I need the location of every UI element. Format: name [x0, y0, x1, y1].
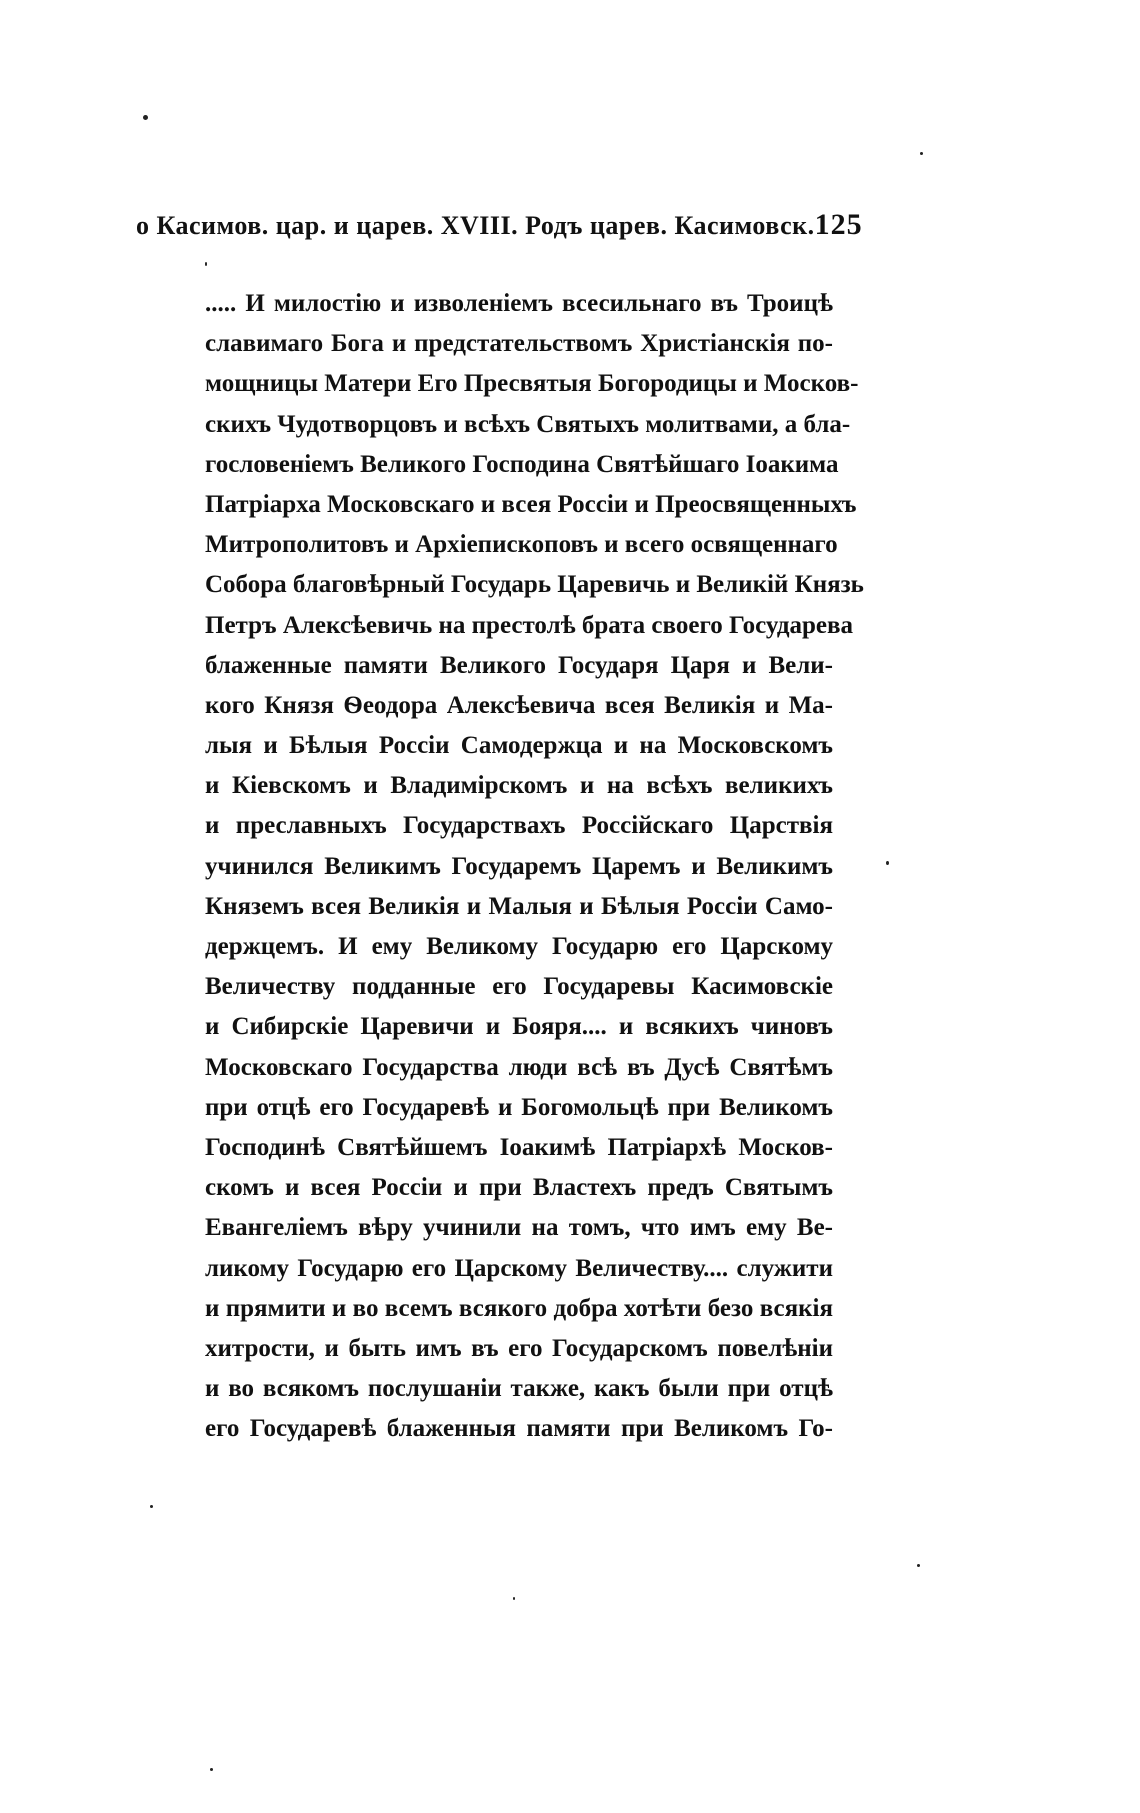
text-line: кого Князя Ѳеодора Алексѣевича всея Великія и Ма- [205, 691, 833, 719]
text-line: и Сибирскіе Царевичи и Бояря.... и всякихъ чиновъ [205, 1013, 833, 1041]
text-line: Патріарха Московскаго и всея Россіи и Преосвященныхъ [205, 490, 857, 518]
scan-speck [920, 152, 923, 155]
text-line: Княземъ всея Великія и Малыя и Бѣлыя Россіи Само- [205, 892, 833, 920]
header-title: о Касимов. цар. и царев. XVIII. Родъ царев. Касимовск. [136, 211, 815, 240]
scan-speck [143, 115, 148, 120]
text-line: учинился Великимъ Государемъ Царемъ и Великимъ [205, 852, 833, 880]
text-line: держцемъ. И ему Великому Государю его Царскому [205, 933, 833, 960]
text-line: ликому Государю его Царскому Величеству.... служити [205, 1254, 833, 1282]
text-line: Собора благовѣрный Государь Царевичь и Великій Князь [205, 571, 864, 599]
text-line: Митрополитовъ и Архіепископовъ и всего освященнаго [205, 531, 838, 559]
scan-speck [513, 1597, 515, 1600]
text-line: Евангеліемъ вѣру учинили на томъ, что имъ ему Ве- [205, 1214, 833, 1242]
page-number: 125 [814, 208, 863, 241]
text-line: скомъ и всея Россіи и при Властехъ предъ Святымъ [205, 1174, 833, 1202]
body-text [205, 284, 864, 1449]
text-line: при отцѣ его Государевѣ и Богомольцѣ при Великомъ [205, 1093, 833, 1121]
text-line: блаженные памяти Великого Государя Царя и Вели- [205, 651, 833, 679]
scan-speck [205, 262, 207, 266]
text-line: ..... И милостію и изволеніемъ всесильнаго въ Троицѣ [205, 290, 833, 317]
text-line: и во всякомъ послушаніи также, какъ были при отцѣ [205, 1375, 833, 1403]
running-header [136, 208, 863, 242]
scan-speck [150, 1505, 153, 1508]
text-line: и Кіевскомъ и Владимірскомъ и на всѣхъ великихъ [205, 772, 833, 800]
text-line: Господинѣ Святѣйшемъ Іоакимѣ Патріархѣ Москов- [205, 1133, 833, 1161]
text-line: гословеніемъ Великого Господина Святѣйшаго Іоакима [205, 450, 839, 478]
text-line: и прямити и во всемъ всякого добра хотѣти безо всякія [205, 1294, 833, 1322]
text-line: скихъ Чудотворцовъ и всѣхъ Святыхъ молитвами, а бла- [205, 410, 851, 438]
scan-speck [886, 861, 889, 865]
text-line: хитрости, и быть имъ въ его Государскомъ повелѣніи [205, 1334, 833, 1362]
scan-speck [210, 1768, 213, 1771]
text-line: Петръ Алексѣевичь на престолѣ брата своего Государева [205, 611, 853, 639]
scan-speck [917, 1564, 920, 1567]
text-line: его Государевѣ блаженныя памяти при Великомъ Го- [205, 1415, 833, 1443]
text-line: Величеству подданные его Государевы Касимовскіе [205, 973, 833, 1001]
text-line: и преславныхъ Государствахъ Россійскаго Царствія [205, 812, 833, 840]
text-line: Московскаго Государства люди всѣ въ Дусѣ Святѣмъ [205, 1053, 833, 1081]
text-line: мощницы Матери Его Пресвятыя Богородицы и Москов- [205, 370, 859, 398]
text-line: славимаго Бога и предстательствомъ Христіанскія по- [205, 330, 833, 358]
text-line: лыя и Бѣлыя Россіи Самодержца и на Московскомъ [205, 732, 833, 760]
